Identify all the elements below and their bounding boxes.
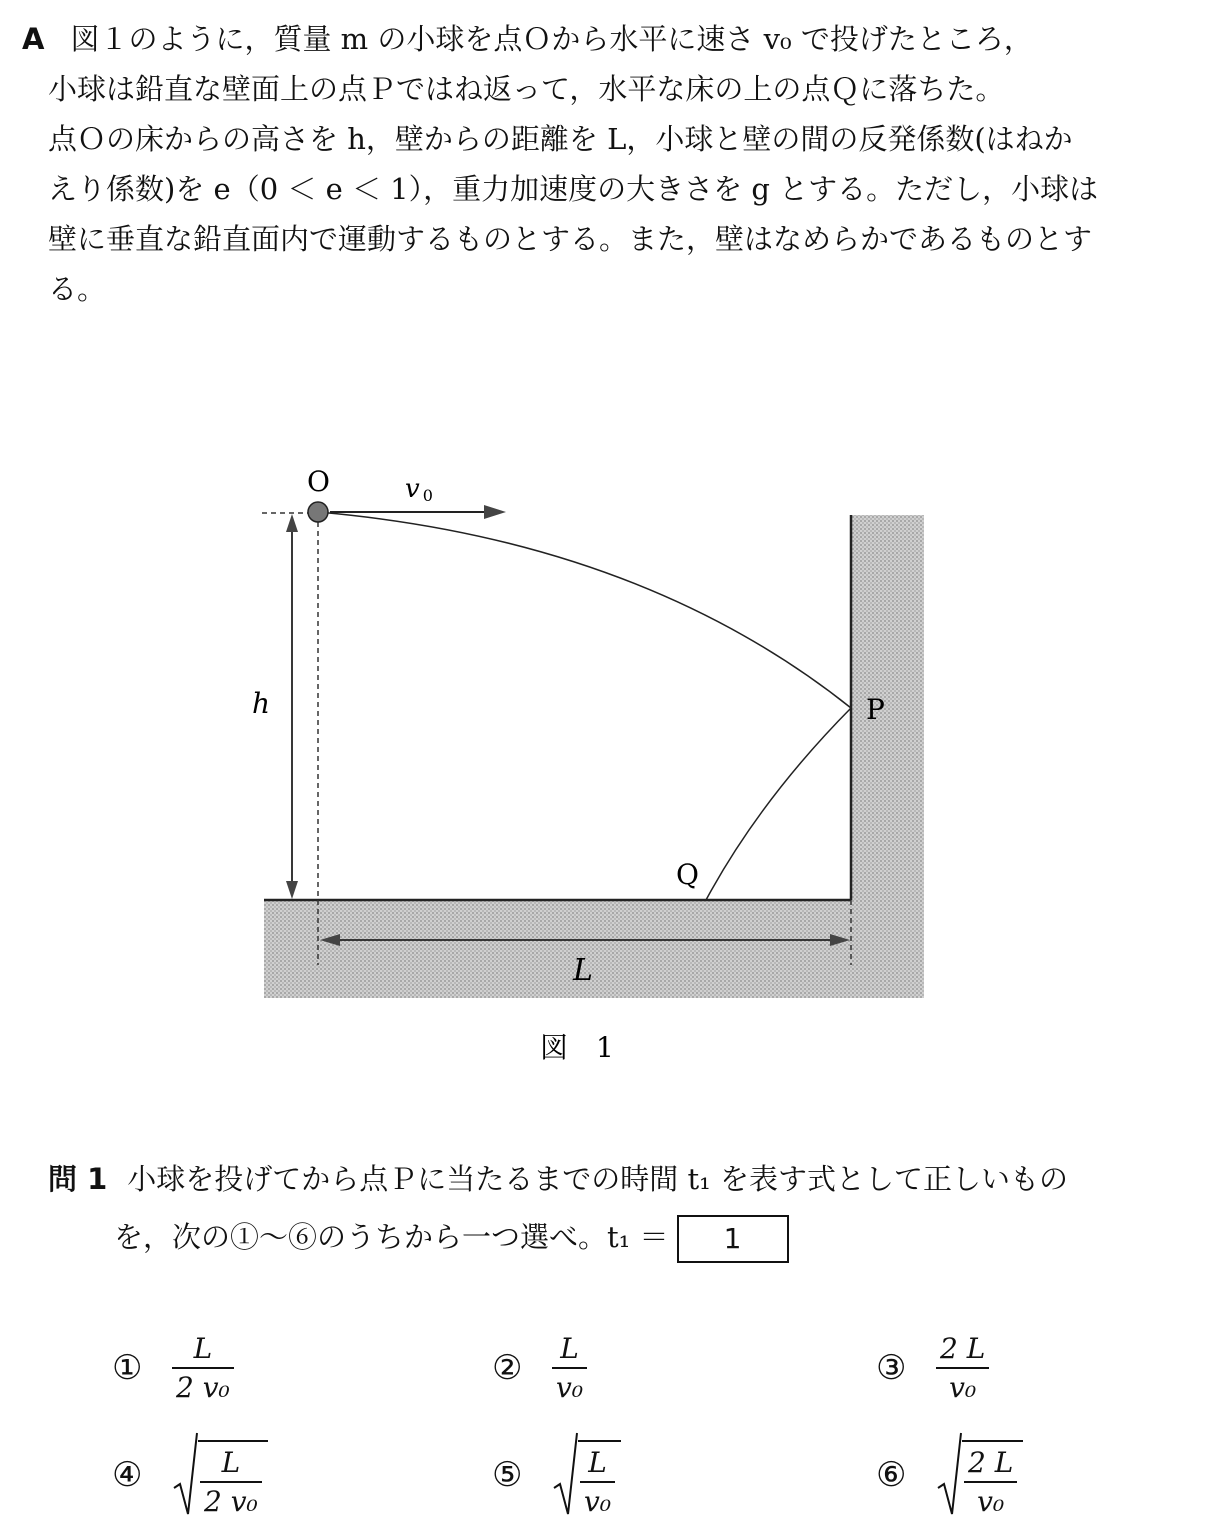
sqrt-sign xyxy=(552,1432,621,1518)
option-fraction: $\frac{L}{\text{2 v₀}}$ xyxy=(172,1332,234,1404)
option-1[interactable] xyxy=(112,1332,234,1404)
option-number: ⑤ xyxy=(492,1455,523,1495)
height-arrowhead-top xyxy=(286,514,298,532)
question-1 xyxy=(48,1150,1068,1266)
option-fraction: $\frac{2 L}{\text{v₀}}$ xyxy=(964,1446,1017,1518)
wall xyxy=(851,515,924,998)
problem-line-2: 小球は鉛直な壁面上の点Ｐではね返って，水平な床の上の点Ｑに落ちた。 xyxy=(48,72,1005,106)
label-P: P xyxy=(866,693,885,726)
figure-1 xyxy=(0,440,1226,1080)
option-number: ② xyxy=(492,1348,523,1388)
radical-icon xyxy=(936,1432,962,1518)
height-arrowhead-bottom xyxy=(286,881,298,899)
answer-options xyxy=(0,1320,1226,1530)
problem-line-5: 壁に垂直な鉛直面内で運動するものとする。また，壁はなめらかであるものとす xyxy=(48,222,1093,256)
problem-line-1: 図１のように，質量 m の小球を点Ｏから水平に速さ v₀ で投げたところ， xyxy=(70,22,1033,56)
figure-caption: 図 1 xyxy=(540,1031,614,1064)
velocity-arrowhead xyxy=(484,505,506,519)
problem-line-3: 点Ｏの床からの高さを h，壁からの距離を L，小球と壁の間の反発係数(はねか xyxy=(48,122,1073,156)
question-line-1: 小球を投げてから点Ｐに当たるまでの時間 t₁ を表す式として正しいもの xyxy=(127,1162,1068,1196)
option-fraction: $\frac{L}{\text{2 v₀}}$ xyxy=(200,1446,262,1518)
option-6[interactable] xyxy=(876,1432,1023,1518)
radical-icon xyxy=(552,1432,578,1518)
problem-statement xyxy=(22,14,1212,314)
ball xyxy=(308,502,328,522)
option-number: ③ xyxy=(876,1348,907,1388)
label-v0: v 0 xyxy=(405,474,433,505)
floor xyxy=(264,900,924,998)
option-number: ① xyxy=(112,1348,143,1388)
label-L: L xyxy=(573,953,593,988)
label-O: O xyxy=(307,465,330,498)
answer-box[interactable]: 1 xyxy=(677,1215,789,1263)
option-5[interactable] xyxy=(492,1432,621,1518)
sqrt-sign xyxy=(936,1432,1023,1518)
label-Q: Q xyxy=(676,858,699,891)
section-label: A xyxy=(22,22,45,56)
problem-line-6: る。 xyxy=(48,272,107,306)
option-fraction: $\frac{L}{\text{v₀}}$ xyxy=(552,1332,587,1404)
option-3[interactable] xyxy=(876,1332,989,1404)
option-2[interactable] xyxy=(492,1332,587,1404)
option-fraction: $\frac{L}{\text{v₀}}$ xyxy=(580,1446,615,1518)
option-4[interactable] xyxy=(112,1432,268,1518)
option-number: ⑥ xyxy=(876,1455,907,1495)
label-h: h xyxy=(252,687,271,720)
question-label: 問 1 xyxy=(48,1162,108,1196)
figure-diagram xyxy=(0,440,1226,1080)
question-line-2: を，次の①～⑥のうちから一つ選べ。t₁ ＝ xyxy=(114,1220,669,1254)
trajectory-O-to-P xyxy=(318,512,851,708)
trajectory-P-to-Q xyxy=(706,708,851,900)
radical-icon xyxy=(172,1432,198,1518)
option-number: ④ xyxy=(112,1455,143,1495)
sqrt-sign xyxy=(172,1432,268,1518)
problem-line-4: えり係数)を e（0 ＜ e ＜ 1），重力加速度の大きさを g とする。ただし，小球は xyxy=(48,172,1099,206)
option-fraction: $\frac{2 L}{\text{v₀}}$ xyxy=(936,1332,989,1404)
